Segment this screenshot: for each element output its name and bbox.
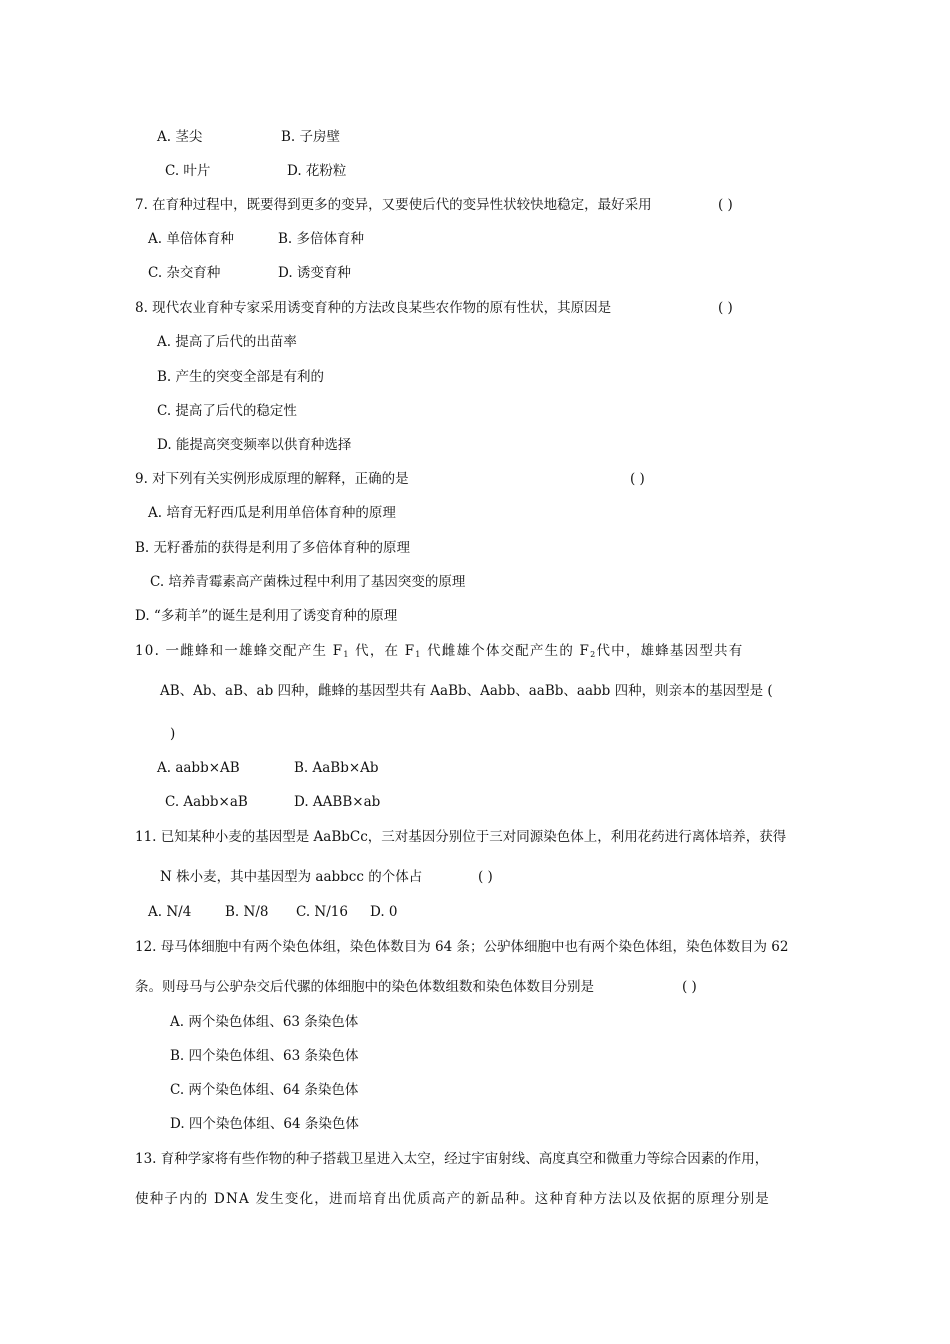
q7-option-c: C. 杂交育种 (148, 265, 221, 281)
q10-stem-part1: 10. 一雌蜂和一雄蜂交配产生 F (135, 643, 344, 659)
q6-option-b: B. 子房壁 (281, 129, 341, 145)
q9-option-a: A. 培育无籽西瓜是利用单倍体育种的原理 (148, 505, 396, 521)
q11-option-b: B. N/8 (225, 904, 269, 920)
q11-option-a: A. N/4 (148, 904, 192, 920)
q8-answer-paren: ( ) (718, 300, 733, 316)
q13-stem: 13. 育种学家将有些作物的种子搭载卫星进入太空，经过宇宙射线、高度真空和微重力等综合因素的作用， (135, 1151, 769, 1167)
q11-option-d: D. 0 (370, 904, 398, 920)
q10-option-c: C. Aabb×aB (165, 794, 248, 810)
q12-option-c: C. 两个染色体组、64 条染色体 (170, 1082, 359, 1098)
q6-option-a: A. 茎尖 (157, 129, 203, 145)
q11-stem-line2: N 株小麦，其中基因型为 aabbcc 的个体占 (160, 869, 423, 885)
q13-stem-line2: 使种子内的 DNA 发生变化，进而培育出优质高产的新品种。这种育种方法以及依据的原理分别是 (135, 1191, 770, 1207)
q11-stem: 11. 已知某种小麦的基因型是 AaBbCc，三对基因分别位于三对同源染色体上，利用花药进行离体培养，获得 (135, 829, 787, 845)
q12-option-b: B. 四个染色体组、63 条染色体 (170, 1048, 359, 1064)
q11-option-c: C. N/16 (296, 904, 348, 920)
q10-option-d: D. AABB×ab (294, 794, 381, 810)
q9-option-b: B. 无籽番茄的获得是利用了多倍体育种的原理 (135, 540, 411, 556)
q7-option-d: D. 诱变育种 (278, 265, 351, 281)
q10-stem-line2: AB、Ab、aB、ab 四种，雌蜂的基因型共有 AaBb、Aabb、aaBb、aabb 四种，则亲本的基因型是 ( (160, 683, 773, 699)
q12-option-d: D. 四个染色体组、64 条染色体 (170, 1116, 359, 1132)
q10-stem (135, 641, 743, 661)
q12-answer-paren: ( ) (682, 979, 697, 995)
q8-option-d: D. 能提高突变频率以供育种选择 (157, 437, 352, 453)
q12-option-a: A. 两个染色体组、63 条染色体 (170, 1014, 359, 1030)
q10-subscript-1: 1 (343, 650, 350, 659)
q7-stem: 7. 在育种过程中，既要得到更多的变异，又要使后代的变异性状较快地稳定，最好采用 (135, 197, 652, 213)
q7-answer-paren: ( ) (718, 197, 733, 213)
q8-option-a: A. 提高了后代的出苗率 (157, 334, 297, 350)
q12-stem: 12. 母马体细胞中有两个染色体组，染色体数目为 64 条；公驴体细胞中也有两个染色体组，染色体数目为 62 (135, 939, 789, 955)
q9-option-c: C. 培养青霉素高产菌株过程中利用了基因突变的原理 (150, 574, 466, 590)
q9-stem: 9. 对下列有关实例形成原理的解释，正确的是 (135, 471, 409, 487)
q11-answer-paren: ( ) (478, 869, 493, 885)
q10-answer-paren-close: ) (170, 726, 176, 742)
q10-option-b: B. AaBb×Ab (294, 760, 379, 776)
q9-option-d: D. “多莉羊”的诞生是利用了诱变育种的原理 (135, 608, 398, 624)
q10-option-a: A. aabb×AB (157, 760, 240, 776)
q7-option-a: A. 单倍体育种 (148, 231, 234, 247)
q7-option-b: B. 多倍体育种 (278, 231, 365, 247)
q8-option-b: B. 产生的突变全部是有利的 (157, 369, 325, 385)
q6-option-c: C. 叶片 (165, 163, 211, 179)
q10-subscript-2: 1 (415, 650, 422, 659)
q8-option-c: C. 提高了后代的稳定性 (157, 403, 297, 419)
q10-stem-part3: 代雌雄个体交配产生的 F (421, 643, 591, 659)
q8-stem: 8. 现代农业育种专家采用诱变育种的方法改良某些农作物的原有性状，其原因是 (135, 300, 612, 316)
q6-option-d: D. 花粉粒 (287, 163, 347, 179)
q9-answer-paren: ( ) (630, 471, 645, 487)
q10-stem-part4: 代中，雄蜂基因型共有 (596, 643, 744, 659)
q10-stem-part2: 代，在 F (349, 643, 416, 659)
q12-stem-line2: 条。则母马与公驴杂交后代骡的体细胞中的染色体数组数和染色体数目分别是 (135, 979, 594, 995)
q10-subscript-3: 2 (590, 650, 597, 659)
